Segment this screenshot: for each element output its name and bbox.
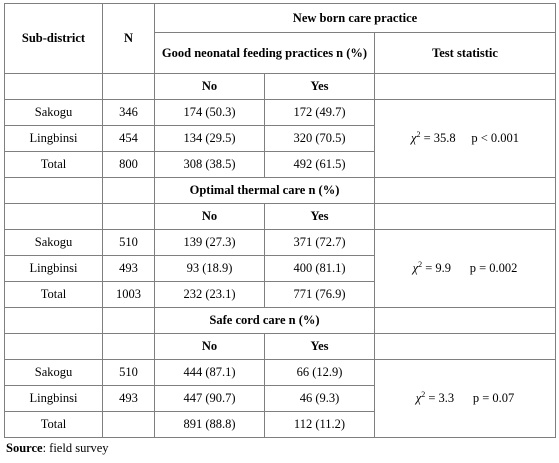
section-2-title: Optimal thermal care n (%) [155,178,375,204]
row-yes: 400 (81.1) [265,256,375,282]
col-no-label: No [155,334,265,360]
row-no: 891 (88.8) [155,412,265,438]
row-name: Total [5,152,103,178]
row-name: Lingbinsi [5,386,103,412]
row-n: 1003 [103,282,155,308]
row-name: Sakogu [5,360,103,386]
table-row [5,100,556,126]
newborn-care-table [4,3,556,438]
header-main-title: New born care practice [155,4,556,33]
chi-value: = 35.8 [423,131,456,145]
row-yes: 771 (76.9) [265,282,375,308]
row-n [103,412,155,438]
chi-symbol: χ [415,391,422,405]
row-no: 308 (38.5) [155,152,265,178]
row-yes: 66 (12.9) [265,360,375,386]
table-row [5,230,556,256]
row-n: 510 [103,230,155,256]
chi-symbol: χ [411,131,417,145]
test-statistic-cell [375,100,556,178]
chi-value: = 9.9 [425,261,451,275]
row-no: 447 (90.7) [155,386,265,412]
row-n: 800 [103,152,155,178]
col-no-label: No [155,74,265,100]
section-3-title-row [5,308,556,334]
col-yes-label: Yes [265,204,375,230]
section-1-subheader-row [5,74,556,100]
section-2-title-row [5,178,556,204]
section-3-title: Safe cord care n (%) [155,308,375,334]
row-yes: 371 (72.7) [265,230,375,256]
header-test-statistic: Test statistic [375,33,556,74]
col-yes-label: Yes [265,74,375,100]
row-yes: 172 (49.7) [265,100,375,126]
row-name: Lingbinsi [5,126,103,152]
col-yes-label: Yes [265,334,375,360]
section-2-subheader-row [5,204,556,230]
p-value: p = 0.002 [469,261,518,275]
header-sub-district: Sub-district [5,4,103,74]
source-text: : field survey [42,441,109,455]
table-row [5,360,556,386]
row-no: 174 (50.3) [155,100,265,126]
chi-exponent: 2 [416,130,421,139]
row-name: Lingbinsi [5,256,103,282]
row-yes: 112 (11.2) [265,412,375,438]
row-n: 493 [103,256,155,282]
test-statistic-cell [375,230,556,308]
chi-exponent: 2 [418,260,423,269]
source-label: Source [6,441,43,455]
p-value: p < 0.001 [471,131,519,145]
row-no: 134 (29.5) [155,126,265,152]
row-name: Sakogu [5,230,103,256]
row-no: 232 (23.1) [155,282,265,308]
section-3-subheader-row [5,334,556,360]
row-no: 444 (87.1) [155,360,265,386]
row-name: Sakogu [5,100,103,126]
section-1-title: Good neonatal feeding practices n (%) [155,33,375,74]
chi-value: = 3.3 [428,391,455,405]
source-note [6,441,109,456]
test-statistic-cell [375,360,556,438]
chi-exponent: 2 [421,390,426,399]
col-no-label: No [155,204,265,230]
row-name: Total [5,412,103,438]
row-n: 510 [103,360,155,386]
row-yes: 46 (9.3) [265,386,375,412]
row-no: 139 (27.3) [155,230,265,256]
row-n: 346 [103,100,155,126]
p-value: p = 0.07 [472,391,515,405]
row-name: Total [5,282,103,308]
row-yes: 320 (70.5) [265,126,375,152]
row-n: 493 [103,386,155,412]
row-no: 93 (18.9) [155,256,265,282]
chi-symbol: χ [412,261,419,275]
row-yes: 492 (61.5) [265,152,375,178]
header-n: N [103,4,155,74]
row-n: 454 [103,126,155,152]
